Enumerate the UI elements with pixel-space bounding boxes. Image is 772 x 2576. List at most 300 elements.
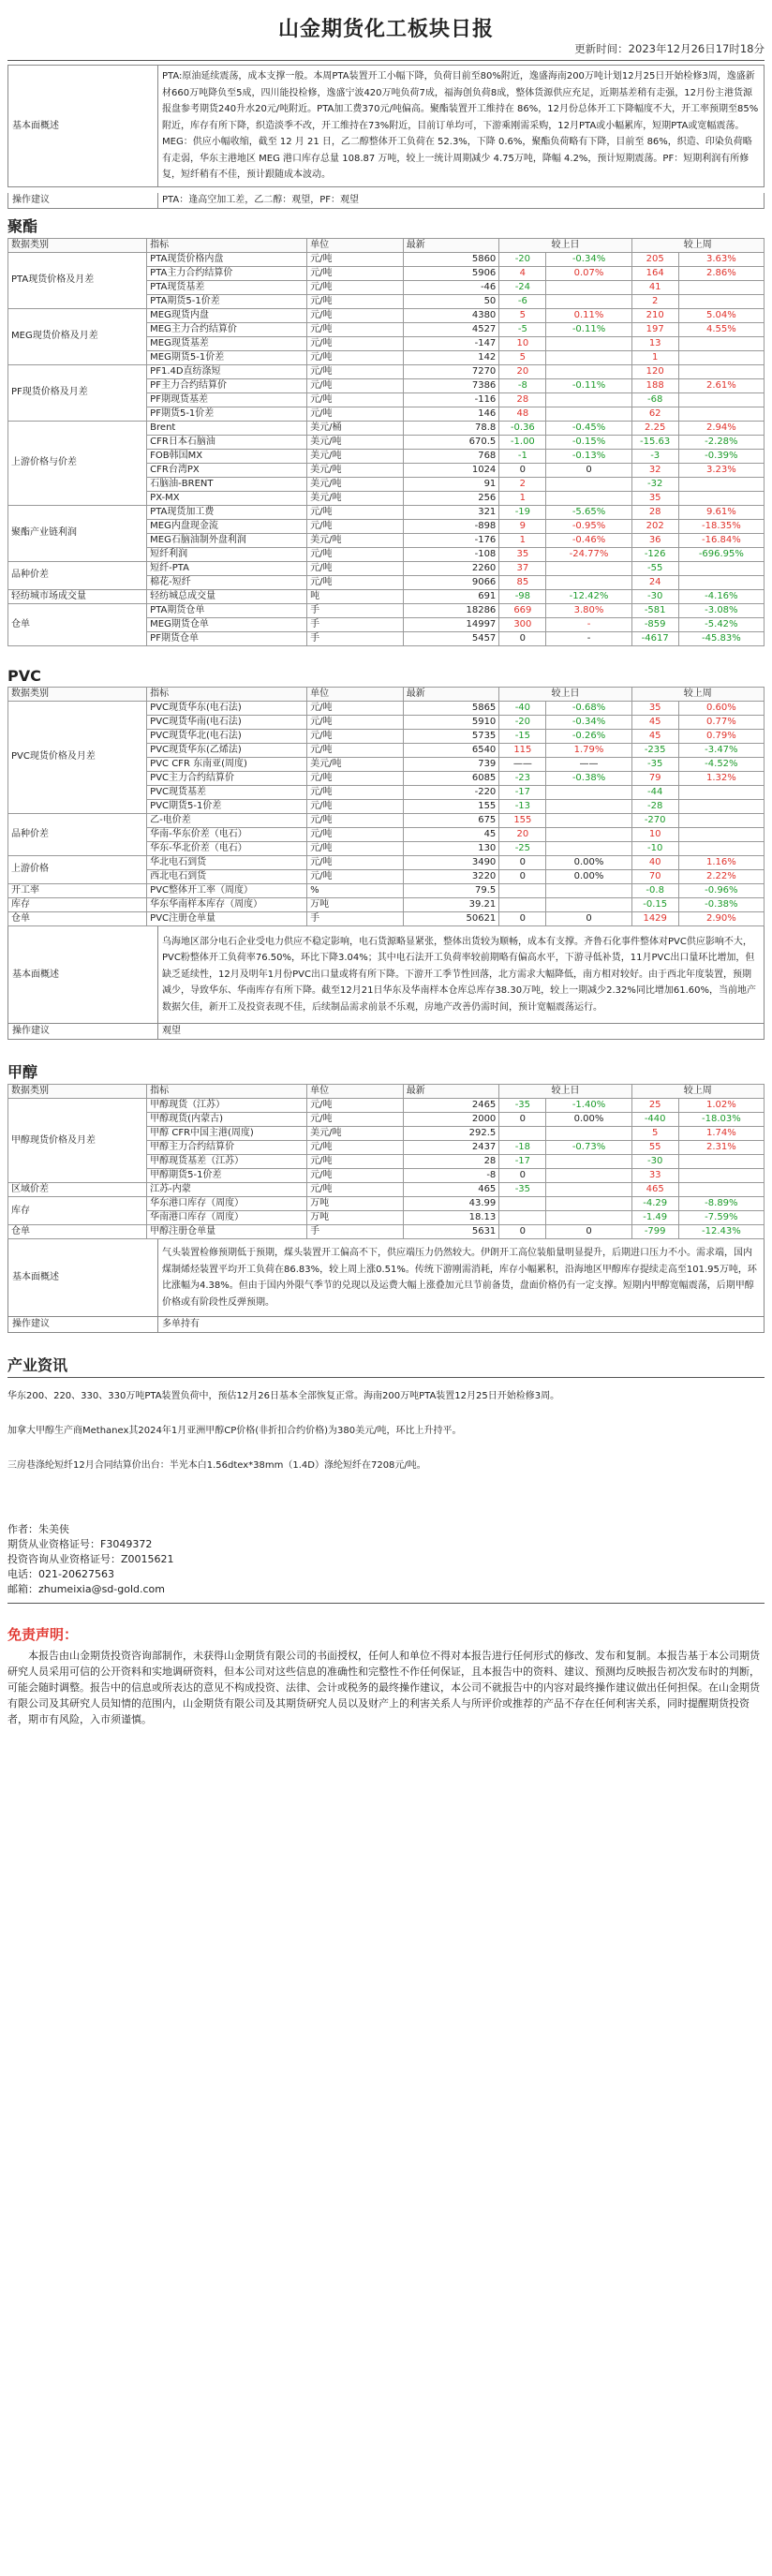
latest-cell: 155	[403, 799, 499, 813]
vs-prev-day-header: 较上日	[499, 238, 631, 252]
latest-cell: 2000	[403, 1113, 499, 1127]
unit-cell: 美元/吨	[307, 435, 404, 449]
report-page	[7, 0, 765, 1727]
category-cell: PVC现货价格及月差	[8, 701, 147, 813]
indicator-cell: PTA主力合约结算价	[147, 266, 307, 280]
week-change-cell: 465	[631, 1183, 678, 1197]
unit-cell: 元/吨	[307, 729, 404, 743]
indicator-cell: PVC整体开工率（周度）	[147, 883, 307, 897]
day-change-cell	[499, 1197, 546, 1211]
latest-header: 最新	[403, 1085, 499, 1099]
indicator-cell: PF主力合约结算价	[147, 378, 307, 392]
pvc-advice-text: 观望	[162, 1026, 181, 1036]
indicator-cell: MEG期货5-1价差	[147, 350, 307, 364]
news-divider	[7, 1377, 765, 1378]
day-change-cell: 155	[499, 813, 546, 827]
week-change-cell: 188	[631, 378, 678, 392]
week-change-cell: -30	[631, 1155, 678, 1169]
category-cell: 仓单	[8, 911, 147, 925]
methanol-overview-box	[7, 1239, 765, 1317]
table-row	[8, 1225, 765, 1239]
day-change-cell: 0	[499, 631, 546, 645]
unit-cell: 手	[307, 617, 404, 631]
day-change-pct-cell: 0.00%	[546, 855, 631, 869]
day-change-cell: 20	[499, 827, 546, 841]
vs-prev-day-header: 较上日	[499, 687, 631, 701]
report-title: 山金期货化工板块日报	[277, 18, 494, 41]
week-change-pct-cell: -0.38%	[678, 897, 764, 911]
indicator-cell: 短纤-PTA	[147, 561, 307, 575]
week-change-pct-cell	[678, 561, 764, 575]
latest-cell: 2260	[403, 561, 499, 575]
day-change-pct-cell	[546, 1155, 631, 1169]
unit-cell: 美元/吨	[307, 449, 404, 463]
latest-cell: 7270	[403, 364, 499, 378]
category-cell: 开工率	[8, 883, 147, 897]
indicator-cell: PF期货5-1价差	[147, 407, 307, 421]
unit-cell: 元/吨	[307, 364, 404, 378]
indicator-cell: 乙-电价差	[147, 813, 307, 827]
day-change-pct-cell	[546, 813, 631, 827]
latest-cell: 465	[403, 1183, 499, 1197]
indicator-cell: PF期货仓单	[147, 631, 307, 645]
day-change-pct-cell: 0	[546, 911, 631, 925]
week-change-pct-cell	[678, 785, 764, 799]
latest-cell: 5860	[403, 252, 499, 266]
unit-cell: 万吨	[307, 1197, 404, 1211]
indicator-header: 指标	[147, 1085, 307, 1099]
day-change-cell: -17	[499, 785, 546, 799]
unit-cell: 元/吨	[307, 771, 404, 785]
latest-cell: 675	[403, 813, 499, 827]
week-change-pct-cell	[678, 364, 764, 378]
indicator-cell: PVC注册仓单量	[147, 911, 307, 925]
unit-cell: 元/吨	[307, 519, 404, 533]
day-change-cell: 0	[499, 869, 546, 883]
week-change-pct-cell: -18.35%	[678, 519, 764, 533]
week-change-cell: 210	[631, 308, 678, 322]
indicator-cell: CFR日本石脑油	[147, 435, 307, 449]
day-change-pct-cell: -5.65%	[546, 505, 631, 519]
indicator-cell: MEG内盘现金流	[147, 519, 307, 533]
unit-cell: 元/吨	[307, 252, 404, 266]
disclaimer-text: 本报告由山金期货投资咨询部制作，未获得山金期货有限公司的书面授权，任何人和单位不得对本报告进行任何形式的修改、发布和复制。本报告基于本公司期货研究人员采用可信的公开资料和实地调研资料，但本公司对这些信息的准确性和完整性不作任何保证，且本报告中的资料、建议、预测均反映报告初次发布时的判断，可能会随时调整。报告中的信息或所表达的意见不构成投资、法律、会计或税务的最终操作建议，本公司不就报告中的内容对最终操作建议做出任何担保。在山金期货有限公司及其研究人员知情的范围内，山金期货有限公司及其期货研究人员以及财产上的利害关系人与所评价或推荐的产品不存在任何利害关系，同时提醒期货投资者，期市有风险，入市须谨慎。	[7, 1650, 760, 1725]
week-change-cell: -4.29	[631, 1197, 678, 1211]
day-change-pct-cell: 0.11%	[546, 308, 631, 322]
week-change-cell: -35	[631, 757, 678, 771]
title-divider	[7, 60, 765, 61]
week-change-cell: -126	[631, 547, 678, 561]
day-change-cell: -17	[499, 1155, 546, 1169]
week-change-pct-cell: -4.52%	[678, 757, 764, 771]
latest-cell: 9066	[403, 575, 499, 589]
section-title-polyester: 聚酯	[7, 216, 38, 235]
day-change-pct-cell	[546, 1183, 631, 1197]
week-change-cell: 40	[631, 855, 678, 869]
week-change-cell: 205	[631, 252, 678, 266]
day-change-cell: 9	[499, 519, 546, 533]
day-change-cell: ——	[499, 757, 546, 771]
latest-cell: 50	[403, 294, 499, 308]
week-change-cell: -440	[631, 1113, 678, 1127]
week-change-cell: 70	[631, 869, 678, 883]
week-change-pct-cell: -0.96%	[678, 883, 764, 897]
unit-cell: 元/吨	[307, 322, 404, 336]
week-change-pct-cell	[678, 1155, 764, 1169]
week-change-cell: -4617	[631, 631, 678, 645]
indicator-cell: 华东华南样本库存（周度）	[147, 897, 307, 911]
week-change-pct-cell: -12.43%	[678, 1225, 764, 1239]
unit-cell: 元/吨	[307, 1169, 404, 1183]
unit-cell: 元/吨	[307, 561, 404, 575]
day-change-cell: 0	[499, 1225, 546, 1239]
day-change-pct-cell: -0.46%	[546, 533, 631, 547]
week-change-pct-cell	[678, 392, 764, 407]
week-change-cell: -44	[631, 785, 678, 799]
week-change-pct-cell: -2.28%	[678, 435, 764, 449]
week-change-pct-cell: -8.89%	[678, 1197, 764, 1211]
day-change-cell: -40	[499, 701, 546, 715]
news-item: 华东200、220、330、330万吨PTA装置负荷中，预估12月26日基本全部恢复正常。海南200万吨PTA装置12月25日开始检修3周。	[7, 1391, 560, 1401]
week-change-pct-cell	[678, 336, 764, 350]
latest-cell: 691	[403, 589, 499, 603]
vs-prev-week-header: 较上周	[631, 1085, 764, 1099]
indicator-cell: 华南港口库存（周度）	[147, 1211, 307, 1225]
category-cell: 库存	[8, 1197, 147, 1225]
pvc-table	[7, 687, 765, 926]
category-cell: 区域价差	[8, 1183, 147, 1197]
day-change-pct-cell: -0.15%	[546, 435, 631, 449]
indicator-cell: 江苏-内蒙	[147, 1183, 307, 1197]
week-change-pct-cell: 0.77%	[678, 715, 764, 729]
day-change-pct-cell: -0.13%	[546, 449, 631, 463]
day-change-pct-cell: -1.40%	[546, 1099, 631, 1113]
table-row	[8, 701, 765, 715]
category-cell: 轻纺城市场成交量	[8, 589, 147, 603]
indicator-cell: PVC期货5-1价差	[147, 799, 307, 813]
day-change-cell	[499, 1211, 546, 1225]
indicator-cell: 华东港口库存（周度）	[147, 1197, 307, 1211]
day-change-cell: -0.36	[499, 421, 546, 435]
table-row	[8, 589, 765, 603]
table-row	[8, 505, 765, 519]
unit-cell: 手	[307, 1225, 404, 1239]
news-item: 加拿大甲醇生产商Methanex其2024年1月亚洲甲醇CP价格(非折扣合约价格)为380美元/吨，环比上升持平。	[7, 1426, 462, 1436]
day-change-pct-cell	[546, 883, 631, 897]
week-change-cell: 10	[631, 827, 678, 841]
day-change-pct-cell	[546, 1127, 631, 1141]
indicator-cell: CFR台湾PX	[147, 463, 307, 477]
category-cell: 仓单	[8, 603, 147, 645]
day-change-cell: 1	[499, 533, 546, 547]
week-change-cell: -0.8	[631, 883, 678, 897]
week-change-cell: -15.63	[631, 435, 678, 449]
day-change-cell: -1	[499, 449, 546, 463]
week-change-pct-cell: 2.22%	[678, 869, 764, 883]
latest-cell: 5906	[403, 266, 499, 280]
day-change-pct-cell	[546, 575, 631, 589]
day-change-pct-cell	[546, 477, 631, 491]
indicator-cell: 华东-华北价差（电石）	[147, 841, 307, 855]
latest-cell: 2437	[403, 1141, 499, 1155]
week-change-pct-cell: -4.16%	[678, 589, 764, 603]
category-cell: PF现货价格及月差	[8, 364, 147, 421]
week-change-cell: -10	[631, 841, 678, 855]
methanol-table	[7, 1084, 765, 1239]
day-change-pct-cell: 0.00%	[546, 869, 631, 883]
day-change-cell: 669	[499, 603, 546, 617]
week-change-pct-cell: 3.23%	[678, 463, 764, 477]
week-change-pct-cell	[678, 1169, 764, 1183]
week-change-cell: -799	[631, 1225, 678, 1239]
week-change-cell: 25	[631, 1099, 678, 1113]
week-change-pct-cell: 2.90%	[678, 911, 764, 925]
week-change-cell: 32	[631, 463, 678, 477]
category-header: 数据类别	[8, 1085, 147, 1099]
latest-cell: 6540	[403, 743, 499, 757]
indicator-cell: PF期现货基差	[147, 392, 307, 407]
day-change-pct-cell: 1.79%	[546, 743, 631, 757]
indicator-cell: MEG期货仓单	[147, 617, 307, 631]
unit-cell: 元/吨	[307, 266, 404, 280]
unit-cell: 元/吨	[307, 715, 404, 729]
week-change-cell: -1.49	[631, 1211, 678, 1225]
pta-advice-text: PTA：逢高空加工差，乙二醇：观望，PF：观望	[162, 194, 359, 205]
week-change-cell: -235	[631, 743, 678, 757]
day-change-cell: 0	[499, 1169, 546, 1183]
week-change-pct-cell: 3.63%	[678, 252, 764, 266]
unit-cell: 元/吨	[307, 1113, 404, 1127]
week-change-pct-cell: -16.84%	[678, 533, 764, 547]
latest-cell: 50621	[403, 911, 499, 925]
week-change-cell: -30	[631, 589, 678, 603]
indicator-cell: 棉花-短纤	[147, 575, 307, 589]
latest-cell: 5735	[403, 729, 499, 743]
indicator-cell: PX-MX	[147, 491, 307, 505]
day-change-pct-cell: ——	[546, 757, 631, 771]
day-change-cell: -18	[499, 1141, 546, 1155]
week-change-pct-cell: -18.03%	[678, 1113, 764, 1127]
indicator-cell: PTA现货基差	[147, 280, 307, 294]
table-row	[8, 252, 765, 266]
vs-prev-day-header: 较上日	[499, 1085, 631, 1099]
day-change-cell: -98	[499, 589, 546, 603]
table-header-row	[8, 1085, 765, 1099]
week-change-pct-cell	[678, 575, 764, 589]
table-row	[8, 1183, 765, 1197]
day-change-pct-cell	[546, 294, 631, 308]
week-change-cell: 62	[631, 407, 678, 421]
week-change-pct-cell	[678, 827, 764, 841]
week-change-cell: -859	[631, 617, 678, 631]
unit-cell: 元/吨	[307, 841, 404, 855]
pvc-advice-box	[7, 1024, 765, 1040]
latest-cell: -898	[403, 519, 499, 533]
week-change-cell: 35	[631, 491, 678, 505]
week-change-cell: 33	[631, 1169, 678, 1183]
latest-cell: 292.5	[403, 1127, 499, 1141]
week-change-pct-cell: 1.74%	[678, 1127, 764, 1141]
table-row	[8, 813, 765, 827]
day-change-cell: 0	[499, 463, 546, 477]
day-change-pct-cell	[546, 407, 631, 421]
unit-cell: 元/吨	[307, 1099, 404, 1113]
day-change-cell: 4	[499, 266, 546, 280]
week-change-pct-cell	[678, 491, 764, 505]
unit-cell: 元/吨	[307, 743, 404, 757]
week-change-cell: 164	[631, 266, 678, 280]
day-change-cell: 5	[499, 350, 546, 364]
week-change-cell: -581	[631, 603, 678, 617]
latest-cell: 5457	[403, 631, 499, 645]
latest-cell: 670.5	[403, 435, 499, 449]
indicator-cell: PF1.4D直纺涤短	[147, 364, 307, 378]
unit-cell: 元/吨	[307, 350, 404, 364]
contact-divider	[7, 1603, 765, 1604]
latest-cell: -8	[403, 1169, 499, 1183]
week-change-cell: 197	[631, 322, 678, 336]
indicator-cell: 华南-华东价差（电石）	[147, 827, 307, 841]
indicator-cell: 甲醇主力合约结算价	[147, 1141, 307, 1155]
latest-cell: 39.21	[403, 897, 499, 911]
category-cell: 上游价格与价差	[8, 421, 147, 505]
day-change-pct-cell	[546, 392, 631, 407]
day-change-cell: -25	[499, 841, 546, 855]
latest-cell: 142	[403, 350, 499, 364]
latest-cell: -46	[403, 280, 499, 294]
indicator-cell: 西北电石到货	[147, 869, 307, 883]
latest-cell: -108	[403, 547, 499, 561]
week-change-cell: 35	[631, 701, 678, 715]
unit-cell: 吨	[307, 589, 404, 603]
indicator-cell: 石脑油-BRENT	[147, 477, 307, 491]
unit-cell: 元/吨	[307, 1155, 404, 1169]
section-title-news: 产业资讯	[7, 1356, 68, 1374]
week-change-cell: 55	[631, 1141, 678, 1155]
vs-prev-week-header: 较上周	[631, 238, 764, 252]
day-change-pct-cell	[546, 561, 631, 575]
day-change-pct-cell: 0.07%	[546, 266, 631, 280]
week-change-pct-cell: -3.08%	[678, 603, 764, 617]
day-change-cell	[499, 1127, 546, 1141]
unit-cell: 美元/吨	[307, 463, 404, 477]
day-change-cell: -20	[499, 715, 546, 729]
table-row	[8, 364, 765, 378]
latest-cell: 768	[403, 449, 499, 463]
indicator-cell: 甲醇期货5-1价差	[147, 1169, 307, 1183]
latest-cell: 14997	[403, 617, 499, 631]
category-cell: PTA现货价格及月差	[8, 252, 147, 308]
unit-header: 单位	[307, 687, 404, 701]
indicator-cell: PVC现货华北(电石法)	[147, 729, 307, 743]
pta-advice-label: 操作建议	[8, 193, 158, 208]
pvc-overview-label: 基本面概述	[8, 926, 158, 1024]
unit-cell: 美元/吨	[307, 533, 404, 547]
table-row	[8, 883, 765, 897]
table-row	[8, 855, 765, 869]
week-change-cell: 202	[631, 519, 678, 533]
author-email: 邮箱：zhumeixia@sd-gold.com	[7, 1583, 165, 1595]
latest-cell: 18286	[403, 603, 499, 617]
unit-cell: 元/吨	[307, 1183, 404, 1197]
week-change-cell: 5	[631, 1127, 678, 1141]
latest-cell: -220	[403, 785, 499, 799]
week-change-pct-cell: 0.79%	[678, 729, 764, 743]
latest-cell: 45	[403, 827, 499, 841]
day-change-cell: -6	[499, 294, 546, 308]
unit-cell: 元/吨	[307, 785, 404, 799]
latest-header: 最新	[403, 687, 499, 701]
table-row	[8, 897, 765, 911]
day-change-cell: 37	[499, 561, 546, 575]
week-change-cell: -55	[631, 561, 678, 575]
day-change-pct-cell	[546, 350, 631, 364]
day-change-pct-cell: -0.68%	[546, 701, 631, 715]
latest-cell: 3220	[403, 869, 499, 883]
polyester-table	[7, 238, 765, 646]
indicator-cell: PTA期货仓单	[147, 603, 307, 617]
latest-cell: 4527	[403, 322, 499, 336]
author-name: 作者：朱美侠	[7, 1523, 69, 1535]
section-title-pvc: PVC	[7, 666, 41, 685]
latest-cell: 3490	[403, 855, 499, 869]
indicator-cell: MEG现货基差	[147, 336, 307, 350]
week-change-cell: 41	[631, 280, 678, 294]
vs-prev-week-header: 较上周	[631, 687, 764, 701]
day-change-pct-cell	[546, 280, 631, 294]
day-change-cell: -8	[499, 378, 546, 392]
week-change-cell: -32	[631, 477, 678, 491]
indicator-cell: PVC现货基差	[147, 785, 307, 799]
week-change-cell: 120	[631, 364, 678, 378]
week-change-pct-cell	[678, 294, 764, 308]
day-change-cell: -5	[499, 322, 546, 336]
table-row	[8, 911, 765, 925]
indicator-cell: PVC主力合约结算价	[147, 771, 307, 785]
day-change-pct-cell: -0.38%	[546, 771, 631, 785]
indicator-cell: PTA现货加工费	[147, 505, 307, 519]
week-change-cell: 36	[631, 533, 678, 547]
indicator-cell: MEG石脑油制外盘利润	[147, 533, 307, 547]
section-title-methanol: 甲醇	[7, 1063, 38, 1081]
latest-cell: 43.99	[403, 1197, 499, 1211]
latest-cell: 256	[403, 491, 499, 505]
day-change-cell: 300	[499, 617, 546, 631]
day-change-cell: -19	[499, 505, 546, 519]
unit-cell: 万吨	[307, 1211, 404, 1225]
author-license: 期货从业资格证号：F3049372	[7, 1538, 153, 1550]
week-change-pct-cell: 2.61%	[678, 378, 764, 392]
week-change-pct-cell: 1.02%	[678, 1099, 764, 1113]
latest-cell: 91	[403, 477, 499, 491]
latest-cell: 321	[403, 505, 499, 519]
week-change-cell: 2	[631, 294, 678, 308]
author-phone: 电话：021-20627563	[7, 1568, 114, 1580]
unit-cell: 元/吨	[307, 336, 404, 350]
day-change-pct-cell: -	[546, 631, 631, 645]
unit-cell: 元/吨	[307, 1141, 404, 1155]
day-change-pct-cell: 0	[546, 463, 631, 477]
indicator-cell: MEG主力合约结算价	[147, 322, 307, 336]
day-change-cell: 115	[499, 743, 546, 757]
week-change-cell: 79	[631, 771, 678, 785]
table-row	[8, 421, 765, 435]
pvc-overview-box	[7, 926, 765, 1025]
table-row	[8, 308, 765, 322]
indicator-cell: PVC现货华南(电石法)	[147, 715, 307, 729]
week-change-pct-cell: 5.04%	[678, 308, 764, 322]
day-change-cell: -13	[499, 799, 546, 813]
